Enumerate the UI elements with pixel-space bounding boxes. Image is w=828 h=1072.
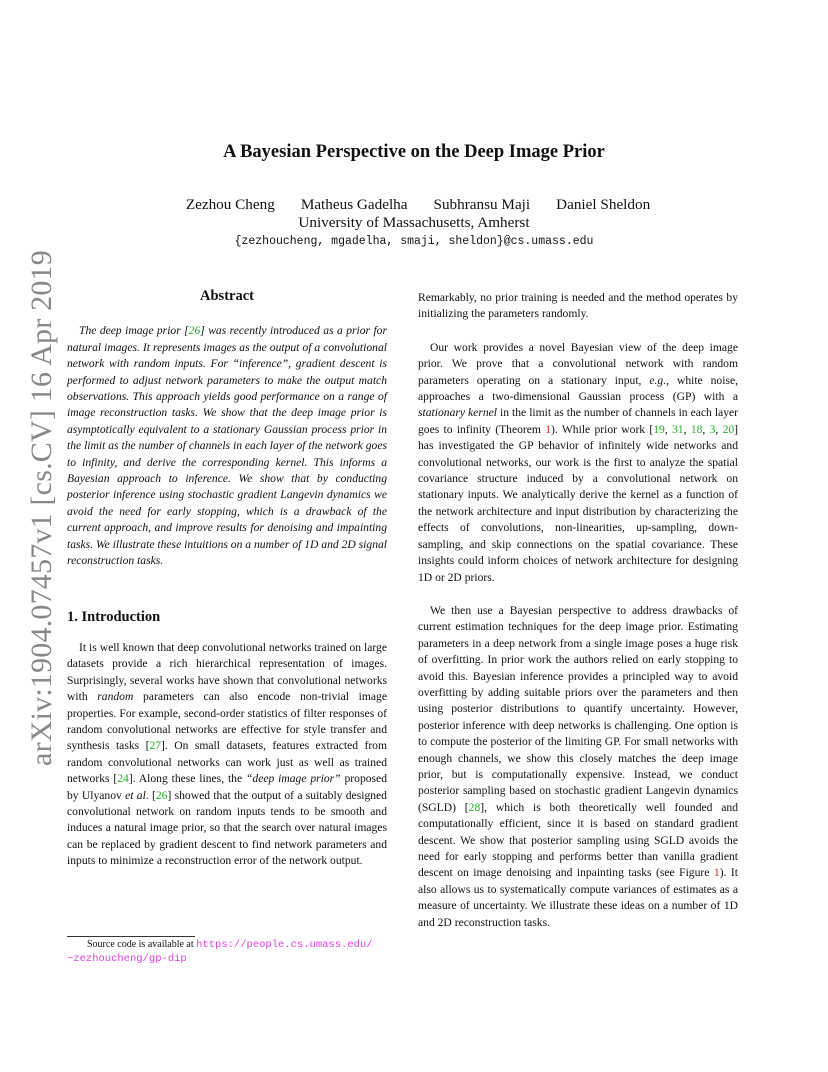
author-emails: {zezhoucheng, mgadelha, smaji, sheldon}@cs.umass.edu bbox=[234, 235, 594, 248]
citation-link[interactable]: 19 bbox=[653, 422, 665, 436]
author-name: Zezhou Cheng bbox=[185, 196, 275, 213]
right-column bbox=[418, 290, 738, 931]
paper-title: A Bayesian Perspective on the Deep Image Prior bbox=[223, 142, 605, 162]
affiliation: University of Massachusetts, Amherst bbox=[298, 214, 530, 231]
intro-paragraph-2: Our work provides a novel Bayesian view of the deep image prior. We prove that a convolutional network with random parameters operating on a stationary input, e.g., white noise, approaches a two-dimensional Gaussian process (GP) with a stationary kernel in the limit as the number of channels in each layer goes to infinity (Theorem 1). While prior work [19, 31, 18, 3, 20] has investigated the GP behavior of infinitely wide networks and convolutional networks, our work is the first to analyze the spatial covariance structure induced by a convolutional network on stationary inputs. We analytically derive the kernel as a function of the network architecture and input distribution by characterizing the effects of convolutions, non-linearities, up-sampling, down-sampling, and skip connections on the spatial covariance. These insights could inform choices of network architecture for designing 1D or 2D priors. bbox=[418, 340, 739, 584]
footnote-divider bbox=[67, 936, 195, 937]
intro-paragraph-1: It is well known that deep convolutional networks trained on large datasets provide a rich hierarchical representation of images. Surprisingly, several works have shown that convolutional networks with random parameters can also encode non-trivial image properties. For example, second-order statistics of filter responses of random convolutional networks are effective for style transfer and synthesis tasks [27]. On small datasets, features extracted from random convolutional networks can work just as well as trained networks [24]. Along these lines, the “deep image prior” proposed by Ulyanov et al. [26] showed that the output of a suitably designed convolutional network on random inputs tends to be smooth and induces a natural image prior, so that the search over natural images can be replaced by gradient descent to find network parameters and inputs to minimize a reconstruction error of the network output. bbox=[67, 640, 388, 868]
intro-paragraph-continued: Remarkably, no prior training is needed and the method operates by initializing the parameters randomly. bbox=[418, 291, 738, 321]
author-name: Daniel Sheldon bbox=[556, 196, 651, 213]
author-name: Subhransu Maji bbox=[433, 196, 531, 213]
citation-link[interactable]: 28 bbox=[468, 800, 481, 814]
citation-link[interactable]: 26 bbox=[155, 788, 168, 802]
citation-link[interactable]: 18 bbox=[690, 422, 703, 436]
source-code-link-cont[interactable]: ~zezhoucheng/gp-dip bbox=[67, 953, 187, 965]
section-heading-introduction: 1. Introduction bbox=[67, 608, 161, 625]
citation-link[interactable]: 3 bbox=[709, 422, 716, 436]
source-code-link[interactable]: https://people.cs.umass.edu/ bbox=[196, 939, 373, 951]
citation-link[interactable]: 24 bbox=[117, 772, 129, 786]
footnote-text: Source code is available at bbox=[87, 939, 197, 950]
footnote bbox=[67, 938, 397, 966]
theorem-link[interactable]: 1 bbox=[545, 422, 552, 436]
abstract-heading: Abstract bbox=[200, 288, 254, 304]
intro-paragraph-3: We then use a Bayesian perspective to address drawbacks of current estimation techniques for the deep image prior. Estimating parameters in a deep network from a single image poses a huge risk of overfitting. In prior work the authors relied on early stopping to avoid this. Bayesian inference provides a principled way to avoid overfitting by adding suitable priors over the parameters and then using posterior distributions to quantify uncertainty. However, posterior inference with deep networks is challenging. One option is to compute the posterior of the limiting GP. For small networks with enough channels, we show this closely matches the deep image prior, but is computationally expensive. Instead, we conduct posterior sampling based on stochastic gradient Langevin dynamics (SGLD) [28], which is both theoretically well founded and computationally efficient, since it is based on standard gradient descent. We show that posterior sampling using SGLD avoids the need for early stopping and performs better than vanilla gradient descent on image denoising and inpainting tasks (see Figure 1). It also allows us to systematically compute variances of estimates as a measure of uncertainty. We illustrate these ideas on a number of 1D and 2D reconstruction tasks. bbox=[418, 603, 738, 929]
citation-link[interactable]: 27 bbox=[149, 739, 162, 753]
author-list bbox=[4, 196, 828, 214]
citation-link[interactable]: 26 bbox=[188, 324, 201, 338]
figure-link[interactable]: 1 bbox=[713, 866, 720, 880]
arxiv-stamp: arXiv:1904.07457v1 [cs.CV] 16 Apr 2019 bbox=[25, 250, 58, 766]
left-column bbox=[67, 288, 387, 870]
abstract-text: The deep image prior [26] was recently introduced as a prior for natural images. It represents images as the output of a convolutional network with random inputs. For “inference”, gradient descent is performed to adjust network parameters to make the output match observations. This approach yields good performance on a range of image reconstruction tasks. We show that the deep image prior is asymptotically equivalent to a stationary Gaussian process prior in the limit as the number of channels in each layer of the network goes to infinity, and derive the corresponding kernel. This informs a Bayesian approach to inference. We show that by conducting posterior inference using stochastic gradient Langevin dynamics we avoid the need for early stopping, which is a drawback of the current approach, and improve results for denoising and impainting tasks. We illustrate these intuitions on a number of 1D and 2D signal reconstruction tasks. bbox=[67, 324, 388, 568]
citation-link[interactable]: 31 bbox=[672, 422, 684, 436]
citation-link[interactable]: 20 bbox=[722, 422, 735, 436]
author-name: Matheus Gadelha bbox=[300, 196, 408, 213]
